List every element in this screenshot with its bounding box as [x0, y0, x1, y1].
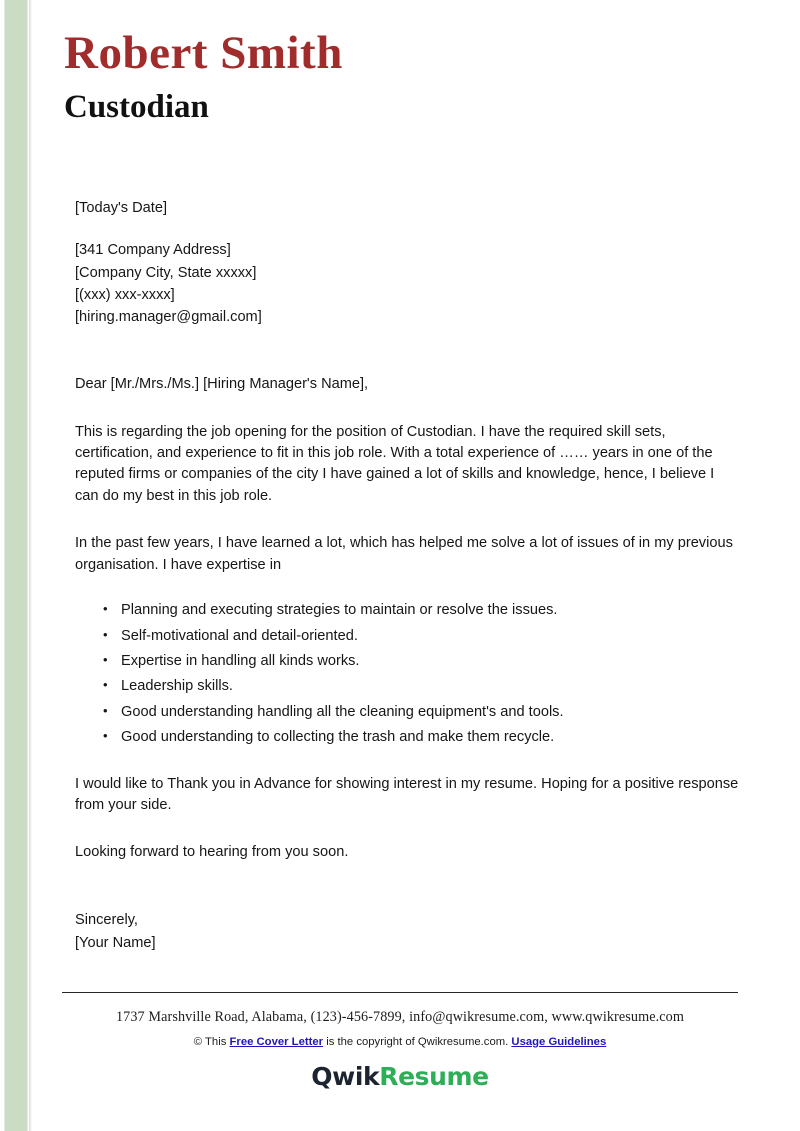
recipient-line: [Company City, State xxxxx] — [75, 264, 257, 281]
signature-block — [75, 909, 740, 953]
signature-name: [Your Name] — [75, 934, 156, 951]
letter-body — [75, 198, 740, 954]
list-item: • Good understanding to collecting the trash and make them recycle. — [121, 727, 740, 749]
list-item: • Self-motivational and detail-oriented. — [121, 626, 740, 648]
recipient-address-block — [75, 239, 740, 328]
applicant-name: Robert Smith — [64, 27, 343, 79]
free-cover-letter-link[interactable]: Free Cover Letter — [229, 1036, 324, 1048]
logo-text-qwik: Qwik — [311, 1062, 380, 1091]
page-footer — [0, 992, 800, 1091]
copyright-prefix-text: © This — [193, 1036, 227, 1048]
body-paragraph-4: Looking forward to hearing from you soon. — [75, 843, 349, 860]
applicant-job-title: Custodian — [64, 88, 209, 125]
copyright-middle-text: is the copyright of Qwikresume.com. — [326, 1036, 509, 1048]
body-paragraph-3: I would like to Thank you in Advance for showing interest in my resume. Hoping for a positive response from your side. — [75, 776, 739, 814]
footer-contact-address: 1737 Marshville Road, Alabama, (123)-456-7899, info@qwikresume.com, www.qwikresume.com — [115, 1009, 685, 1025]
body-paragraph-2: In the past few years, I have learned a lot, which has helped me solve a lot of issues of in my previous organisation. I have expertise in — [75, 535, 733, 573]
salutation: Dear [Mr./Mrs./Ms.] [Hiring Manager's Name], — [75, 376, 369, 393]
recipient-line: [hiring.manager@gmail.com] — [75, 308, 262, 325]
qwikresume-logo[interactable] — [0, 1062, 800, 1091]
footer-divider — [62, 992, 738, 993]
sign-off-text: Sincerely, — [75, 912, 138, 929]
letter-header — [64, 28, 754, 125]
skills-bullet-list — [75, 600, 740, 749]
recipient-line: [341 Company Address] — [75, 242, 231, 259]
decorative-stripe-shadow — [29, 0, 32, 1131]
decorative-left-stripe — [4, 0, 28, 1131]
date-placeholder: [Today's Date] — [75, 200, 168, 216]
recipient-line: [(xxx) xxx-xxxx] — [75, 286, 175, 303]
list-item: • Good understanding handling all the cleaning equipment's and tools. — [121, 702, 740, 724]
list-item: • Leadership skills. — [121, 676, 740, 698]
usage-guidelines-link[interactable]: Usage Guidelines — [511, 1036, 607, 1048]
list-item: • Expertise in handling all kinds works. — [121, 651, 740, 673]
footer-copyright-line — [0, 1036, 800, 1048]
body-paragraph-1: This is regarding the job opening for the position of Custodian. I have the required skill sets, certification, and experience to fit in this job role. With a total experience of …… years in one of the reputed firms or companies of the city I have gained a lot of skills and knowledge, hence, I believe I can do my best in this job role. — [75, 423, 715, 504]
list-item: • Planning and executing strategies to maintain or resolve the issues. — [121, 600, 740, 622]
logo-text-resume: Resume — [379, 1062, 489, 1091]
